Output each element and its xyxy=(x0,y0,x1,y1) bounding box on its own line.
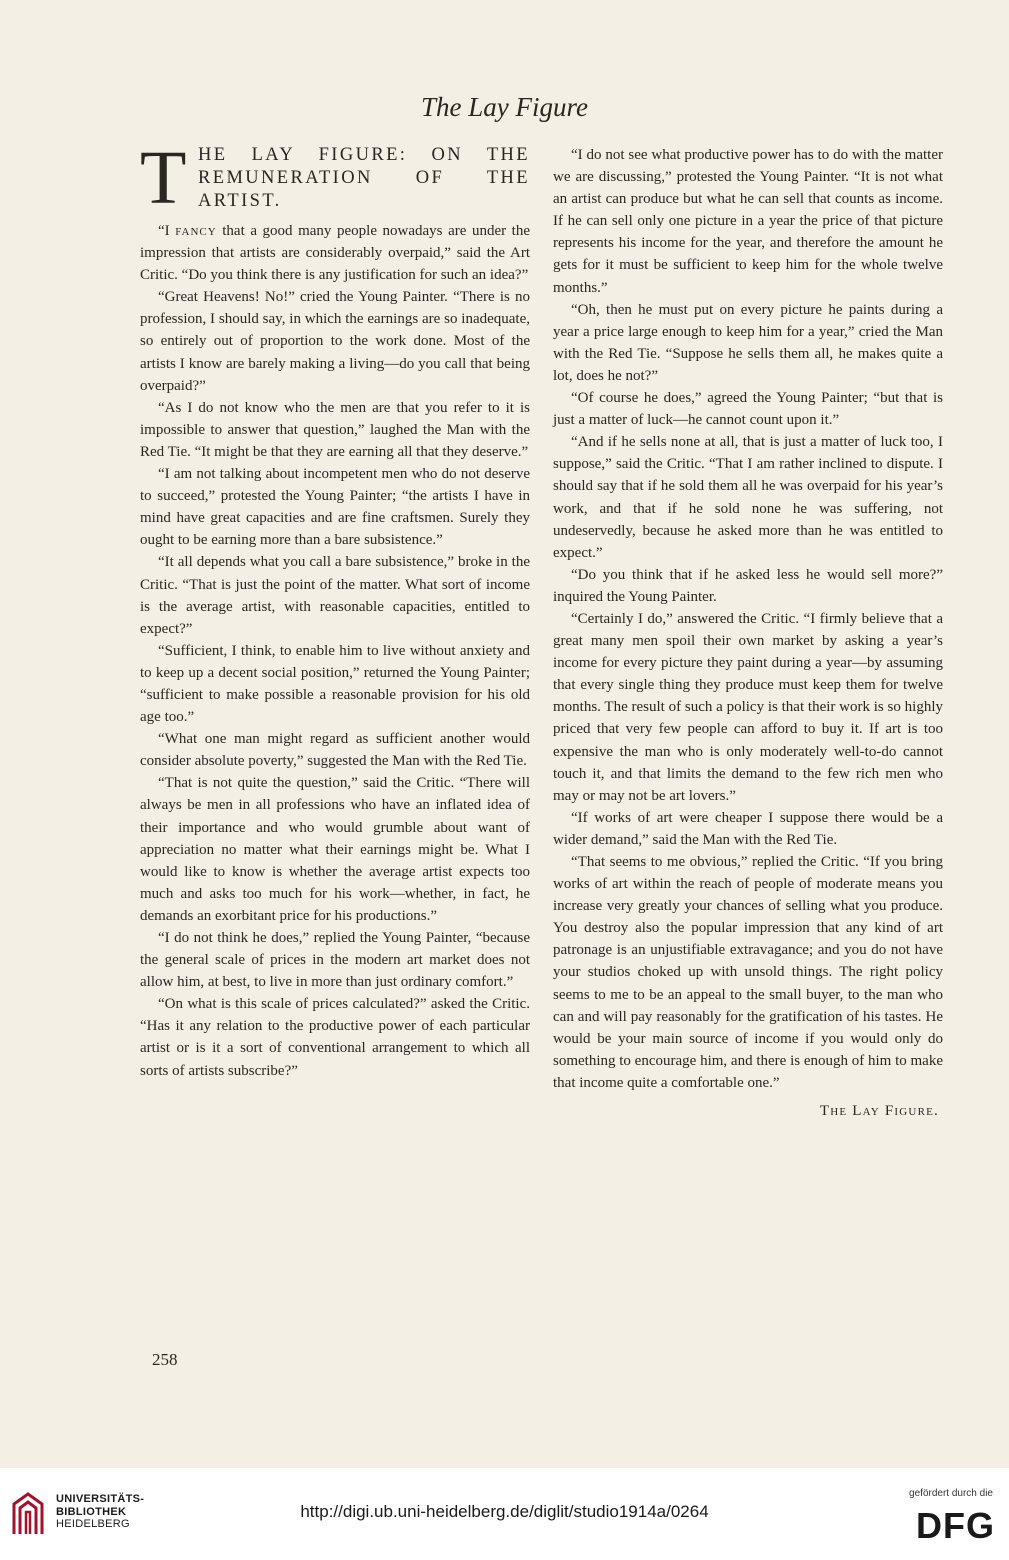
paragraph: “Oh, then he must put on every picture he paints during a year a price large enough to keep him for a year,” cried the Man with the Red Tie. “Suppose he sells them all, he makes quite a lot, does he not?” xyxy=(553,301,943,384)
paragraph: “That is not quite the question,” said the Critic. “There will always be men in all professions who have an inflated idea of their importance and who would grumble about want of appreciation no matter what their earnings might be. What I would like to know is whether the average artist expects too much and asks too much for his work—whether, in fact, he demands an exorbitant price for his productions.” xyxy=(140,775,530,924)
paragraph: “And if he sells none at all, that is just a matter of luck too, I suppose,” said the Critic. “That I am rather inclined to dispute. I should say that if he sold them all he was overpaid for his year’s work, and that if he sold none he was suffering, not undeservedly, because he asked more than he was entitled to expect.” xyxy=(553,434,943,561)
paragraph: “As I do not know who the men are that you refer to it is impossible to answer that question,” laughed the Man with the Red Tie. “It might be that they are earning all that they deserve.” xyxy=(140,399,530,460)
paragraph: “Do you think that if he asked less he would sell more?” inquired the Young Painter. xyxy=(553,566,943,605)
page-number: 258 xyxy=(152,1350,178,1369)
university-name: UNIVERSITÄTS- BIBLIOTHEK HEIDELBERG xyxy=(56,1493,145,1530)
dfg-logo: DFG xyxy=(916,1505,995,1546)
paragraph: “Great Heavens! No!” cried the Young Painter. “There is no profession, I should say, in which the earnings are so inadequate, so entirely out of proportion to the work done. Most of the artists I know are barely making a living—do you call that being overpaid?” xyxy=(140,289,530,394)
paragraph: “Certainly I do,” answered the Critic. “I firmly believe that a great many men spoil their own market by asking a year’s income for every picture they paint during a year—by assuming that every single thing they produce must keep them for twelve months. The result of such a policy is that their work is so highly priced that very few people can afford to buy it. If art is too expensive the man who is only moderately well-to-do cannot touch it, and that limits the demand to the few rich men who may or may not be art lovers.” xyxy=(553,610,943,804)
signature: The Lay Figure. xyxy=(819,1103,939,1120)
paragraph: “I fancy that a good many people nowadays are under the impression that artists are considerably overpaid,” said the Art Critic. “Do you think there is any justification for such an idea?” xyxy=(140,223,530,284)
right-column xyxy=(553,144,943,1122)
paragraph: “I do not think he does,” replied the Young Painter, “because the general scale of prices in the modern art market does not allow him, at best, to live in more than just ordinary comfort.” xyxy=(140,930,530,991)
paragraph: “What one man might regard as sufficient another would consider absolute poverty,” suggested the Man with the Red Tie. xyxy=(140,731,530,770)
library-footer xyxy=(0,1468,1009,1560)
paragraph: “Sufficient, I think, to enable him to live without anxiety and to keep up a decent social position,” returned the Young Painter; “sufficient to make possible a reasonable provision for his old age too.” xyxy=(140,642,530,726)
paragraph: “That seems to me obvious,” replied the Critic. “If you bring works of art within the reach of people of moderate means you increase very greatly your chances of selling what you produce. You destroy also the popular impression that any kind of art patronage is an unjustifiable extravagance; and you do not have your studios choked up with unsold things. The right policy seems to me to be an appeal to the small buyer, to the man who can and will pay reasonably for the gratification of his tastes. He would be your main source of income if you would only do something to encourage him, and there is enough of him to make that income quite a comfortable one.” xyxy=(553,854,943,1091)
small-caps-word: fancy xyxy=(175,223,217,239)
article-heading xyxy=(140,136,530,220)
paragraph: “It all depends what you call a bare subsistence,” broke in the Critic. “That is just the point of the matter. What sort of income is the average artist, with reasonable capacities, entitled to expect?” xyxy=(140,554,530,637)
funded-by-text: gefördert durch die xyxy=(909,1488,993,1499)
paragraph: “Of course he does,” agreed the Young Painter; “but that is just a matter of luck—he cannot count upon it.” xyxy=(553,390,943,429)
drop-cap: T xyxy=(140,136,187,220)
paragraph: “On what is this scale of prices calculated?” asked the Critic. “Has it any relation to the productive power of each particular artist or is it a sort of conventional arrangement to which all sorts of artists subscribe?” xyxy=(140,996,530,1079)
left-column xyxy=(140,136,530,1082)
permalink-url[interactable]: http://digi.ub.uni-heidelberg.de/diglit/studio1914a/0264 xyxy=(300,1502,709,1521)
paragraph: “If works of art were cheaper I suppose there would be a wider demand,” said the Man with the Red Tie. xyxy=(553,809,943,848)
paragraph: “I am not talking about incompetent men who do not deserve to succeed,” protested the Young Painter; “the artists I have in mind have great capacities and are fine craftsmen. Surely they ought to be earning more than a bare subsistence.” xyxy=(140,466,530,549)
paragraph: “I do not see what productive power has to do with the matter we are discussing,” protested the Young Painter. “It is not what an artist can produce but what he can sell that counts as income. If he can sell only one picture in a year the price of that picture represents his income for the year, and therefore the amount he gets for it must be sufficient to keep him for the whole twelve months.” xyxy=(553,147,943,296)
article-title: HE LAY FIGURE: ON THE REMUNERATION OF THE ARTIST. xyxy=(198,145,530,211)
running-title: The Lay Figure xyxy=(421,92,588,122)
